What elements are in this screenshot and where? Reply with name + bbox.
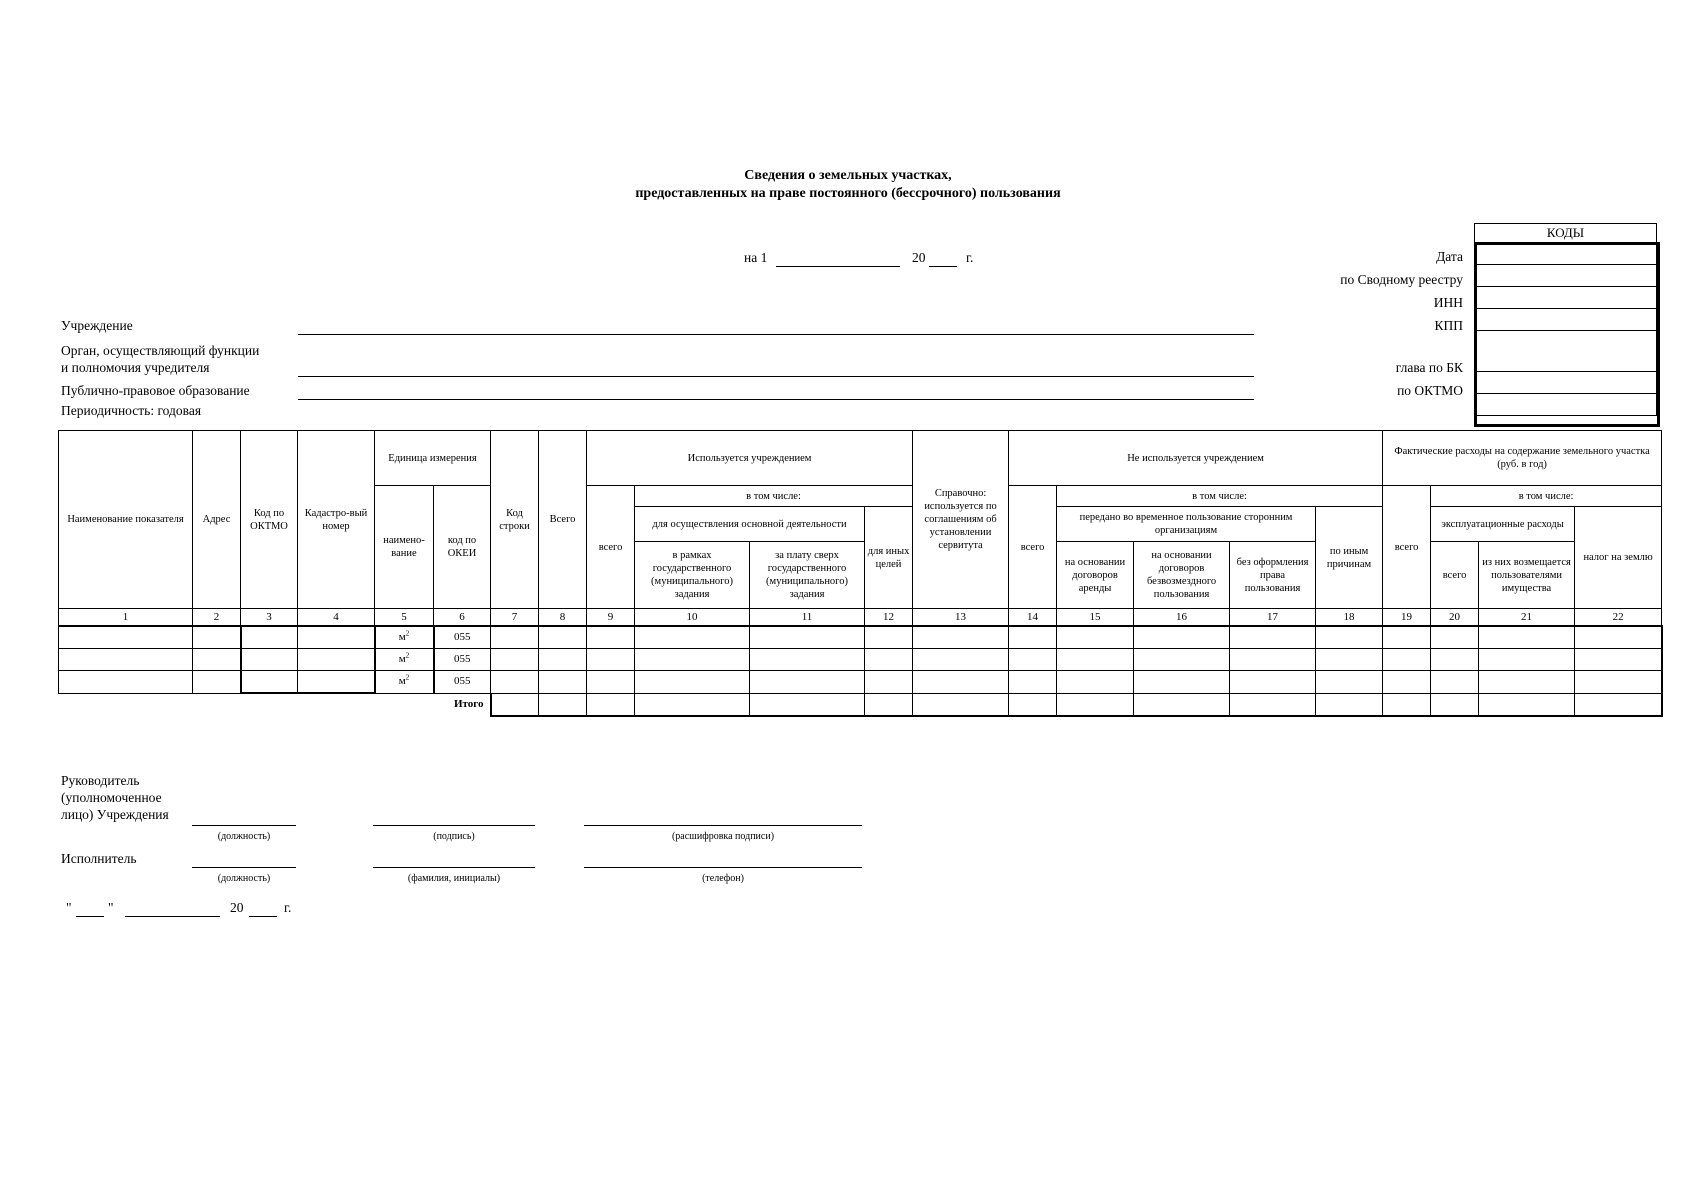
total-cell-col-8[interactable] bbox=[539, 693, 587, 716]
row-cell-col-12[interactable] bbox=[865, 649, 913, 671]
header-used-including: в том числе: bbox=[635, 486, 913, 507]
column-numbers-row bbox=[59, 609, 1662, 627]
row-cell-col-2[interactable] bbox=[193, 626, 241, 649]
date-year-suffix: г. bbox=[966, 250, 974, 265]
row-cell-col-4[interactable] bbox=[298, 626, 375, 649]
row-cell-col-4[interactable] bbox=[298, 649, 375, 671]
header-used: Используется учреждением bbox=[587, 431, 913, 486]
header-total: Всего bbox=[539, 431, 587, 609]
total-cell-col-15[interactable] bbox=[1057, 693, 1134, 716]
header-expenses: Фактические расходы на содержание земельного участка (руб. в год) bbox=[1383, 431, 1662, 486]
total-empty-cell bbox=[375, 693, 434, 716]
row-cell-col-20[interactable] bbox=[1431, 626, 1479, 649]
row-cell-col-10[interactable] bbox=[635, 671, 750, 694]
row-cell-col-8[interactable] bbox=[539, 649, 587, 671]
total-cell-col-18[interactable] bbox=[1316, 693, 1383, 716]
total-empty-cell bbox=[298, 693, 375, 716]
row-cell-col-21[interactable] bbox=[1479, 649, 1575, 671]
head-signature-field[interactable] bbox=[373, 825, 535, 826]
row-cell-col-9[interactable] bbox=[587, 626, 635, 649]
row-cell-col-15[interactable] bbox=[1057, 626, 1134, 649]
row-okei-code: 055 bbox=[434, 671, 491, 694]
column-number-8: 8 bbox=[539, 609, 587, 627]
row-cell-col-1[interactable] bbox=[59, 649, 193, 671]
codes-label-kpp: КПП bbox=[1434, 318, 1463, 333]
code-inn-cell[interactable] bbox=[1475, 287, 1657, 309]
header-used-total: всего bbox=[587, 486, 635, 609]
header-reimbursed: из них возмещается пользователями имущества bbox=[1479, 542, 1575, 609]
codes-label-date: Дата bbox=[1436, 249, 1463, 264]
date-year-prefix: 20 bbox=[912, 250, 926, 265]
total-cell-col-11[interactable] bbox=[750, 693, 865, 716]
periodicity-label: Периодичность: годовая bbox=[61, 403, 202, 418]
row-okei-code: 055 bbox=[434, 649, 491, 671]
row-cell-col-18[interactable] bbox=[1316, 671, 1383, 694]
row-cell-col-17[interactable] bbox=[1230, 649, 1316, 671]
unit-superscript: 2 bbox=[405, 651, 410, 660]
row-cell-col-15[interactable] bbox=[1057, 671, 1134, 694]
header-transferred: передано во временное пользование сторонним организациям bbox=[1057, 507, 1316, 542]
row-cell-col-13[interactable] bbox=[913, 626, 1009, 649]
executor-phone-field[interactable] bbox=[584, 867, 862, 868]
total-cell-col-13[interactable] bbox=[913, 693, 1009, 716]
header-name: Наименование показателя bbox=[59, 431, 193, 609]
head-signature-caption: (подпись) bbox=[433, 831, 475, 842]
header-not-used-including: в том числе: bbox=[1057, 486, 1383, 507]
sign-date-year-suffix: г. bbox=[284, 900, 292, 915]
header-oktmo: Код по ОКТМО bbox=[241, 431, 298, 609]
column-number-19: 19 bbox=[1383, 609, 1431, 627]
sign-date-month-field[interactable] bbox=[125, 916, 220, 917]
total-cell-col-20[interactable] bbox=[1431, 693, 1479, 716]
header-lease: на основании договоров аренды bbox=[1057, 542, 1134, 609]
row-okei-code: 055 bbox=[434, 626, 491, 649]
column-number-9: 9 bbox=[587, 609, 635, 627]
date-year-field[interactable] bbox=[929, 266, 957, 267]
row-unit-name bbox=[375, 649, 434, 671]
total-cell-col-9[interactable] bbox=[587, 693, 635, 716]
form-title-line-1: Сведения о земельных участках, bbox=[744, 168, 952, 183]
executor-position-field[interactable] bbox=[192, 867, 296, 868]
total-cell-col-17[interactable] bbox=[1230, 693, 1316, 716]
row-cell-col-13[interactable] bbox=[913, 649, 1009, 671]
header-expenses-including: в том числе: bbox=[1431, 486, 1662, 507]
header-cadastral: Кадастро-вый номер bbox=[298, 431, 375, 609]
head-position-field[interactable] bbox=[192, 825, 296, 826]
row-cell-col-16[interactable] bbox=[1134, 671, 1230, 694]
table-row bbox=[59, 626, 1662, 649]
head-label-line-2: (уполномоченное bbox=[61, 790, 162, 805]
row-cell-col-9[interactable] bbox=[587, 649, 635, 671]
row-cell-col-20[interactable] bbox=[1431, 671, 1479, 694]
row-unit-name bbox=[375, 626, 434, 649]
header-over-task: за плату сверх государственного (муниципального) задания bbox=[750, 542, 865, 609]
total-row bbox=[59, 693, 1662, 716]
total-cell-col-7[interactable] bbox=[491, 693, 539, 716]
row-cell-col-11[interactable] bbox=[750, 649, 865, 671]
column-number-17: 17 bbox=[1230, 609, 1316, 627]
unit-text: м bbox=[398, 653, 406, 665]
row-cell-col-18[interactable] bbox=[1316, 649, 1383, 671]
total-cell-col-19[interactable] bbox=[1383, 693, 1431, 716]
row-cell-col-16[interactable] bbox=[1134, 626, 1230, 649]
column-number-7: 7 bbox=[491, 609, 539, 627]
date-day-month-field[interactable] bbox=[776, 266, 900, 267]
header-servitude: Справочно: используется по соглашениям об установлении сервитута bbox=[913, 431, 1009, 609]
header-main-activity: для осуществления основной деятельности bbox=[635, 507, 865, 542]
total-empty-cell bbox=[241, 693, 298, 716]
row-cell-col-17[interactable] bbox=[1230, 626, 1316, 649]
column-number-22: 22 bbox=[1575, 609, 1662, 627]
column-number-4: 4 bbox=[298, 609, 375, 627]
row-cell-col-8[interactable] bbox=[539, 626, 587, 649]
head-label-line-3: лицо) Учреждения bbox=[61, 807, 169, 822]
column-number-10: 10 bbox=[635, 609, 750, 627]
column-number-12: 12 bbox=[865, 609, 913, 627]
header-address: Адрес bbox=[193, 431, 241, 609]
row-cell-col-16[interactable] bbox=[1134, 649, 1230, 671]
row-cell-col-4[interactable] bbox=[298, 671, 375, 694]
header-not-used: Не используется учреждением bbox=[1009, 431, 1383, 486]
row-cell-col-7[interactable] bbox=[491, 626, 539, 649]
row-cell-col-15[interactable] bbox=[1057, 649, 1134, 671]
row-cell-col-14[interactable] bbox=[1009, 649, 1057, 671]
total-cell-col-16[interactable] bbox=[1134, 693, 1230, 716]
row-cell-col-3[interactable] bbox=[241, 649, 298, 671]
executor-position-caption: (должность) bbox=[217, 873, 271, 884]
code-date-cell[interactable] bbox=[1475, 243, 1657, 265]
header-other-reasons: по иным причинам bbox=[1316, 507, 1383, 609]
public-entity-label: Публично-правовое образование bbox=[61, 383, 250, 398]
head-signature-decoding-caption: (расшифровка подписи) bbox=[671, 831, 775, 842]
unit-text: м bbox=[398, 631, 406, 643]
row-cell-col-10[interactable] bbox=[635, 649, 750, 671]
column-number-16: 16 bbox=[1134, 609, 1230, 627]
row-cell-col-21[interactable] bbox=[1479, 671, 1575, 694]
code-registry-cell[interactable] bbox=[1475, 265, 1657, 287]
row-cell-col-22[interactable] bbox=[1575, 671, 1662, 694]
row-cell-col-11[interactable] bbox=[750, 626, 865, 649]
code-kpp-cell[interactable] bbox=[1475, 309, 1657, 331]
total-cell-col-12[interactable] bbox=[865, 693, 913, 716]
header-not-used-total: всего bbox=[1009, 486, 1057, 609]
founder-label-line-2: и полномочия учредителя bbox=[61, 360, 210, 375]
row-cell-col-14[interactable] bbox=[1009, 626, 1057, 649]
column-number-2: 2 bbox=[193, 609, 241, 627]
header-unit-code: код по ОКЕИ bbox=[434, 486, 491, 609]
row-cell-col-11[interactable] bbox=[750, 671, 865, 694]
unit-superscript: 2 bbox=[405, 673, 410, 682]
column-number-13: 13 bbox=[913, 609, 1009, 627]
executor-name-caption: (фамилия, инициалы) bbox=[407, 873, 501, 884]
row-unit-name bbox=[375, 671, 434, 694]
column-number-18: 18 bbox=[1316, 609, 1383, 627]
code-extra-cell[interactable] bbox=[1475, 394, 1657, 416]
column-number-11: 11 bbox=[750, 609, 865, 627]
code-bk-cell[interactable] bbox=[1475, 331, 1657, 372]
sign-date-year-prefix: 20 bbox=[230, 900, 244, 915]
row-cell-col-14[interactable] bbox=[1009, 671, 1057, 694]
total-cell-col-22[interactable] bbox=[1575, 693, 1662, 716]
total-cell-col-21[interactable] bbox=[1479, 693, 1575, 716]
code-oktmo-cell[interactable] bbox=[1475, 372, 1657, 394]
row-cell-col-10[interactable] bbox=[635, 626, 750, 649]
column-number-6: 6 bbox=[434, 609, 491, 627]
row-cell-col-21[interactable] bbox=[1479, 626, 1575, 649]
row-cell-col-7[interactable] bbox=[491, 671, 539, 694]
public-entity-field[interactable] bbox=[298, 399, 1254, 400]
total-label: Итого bbox=[453, 698, 484, 710]
column-number-15: 15 bbox=[1057, 609, 1134, 627]
row-cell-col-19[interactable] bbox=[1383, 649, 1431, 671]
row-cell-col-12[interactable] bbox=[865, 626, 913, 649]
founder-field[interactable] bbox=[298, 376, 1254, 377]
header-land-tax: налог на землю bbox=[1575, 507, 1662, 609]
executor-phone-caption: (телефон) bbox=[702, 873, 744, 884]
row-cell-col-12[interactable] bbox=[865, 671, 913, 694]
row-cell-col-8[interactable] bbox=[539, 671, 587, 694]
unit-superscript: 2 bbox=[405, 629, 410, 638]
column-number-20: 20 bbox=[1431, 609, 1479, 627]
row-cell-col-2[interactable] bbox=[193, 671, 241, 694]
column-number-5: 5 bbox=[375, 609, 434, 627]
total-empty-cell bbox=[59, 693, 193, 716]
institution-label: Учреждение bbox=[61, 318, 133, 333]
row-cell-col-9[interactable] bbox=[587, 671, 635, 694]
header-expenses-total: всего bbox=[1383, 486, 1431, 609]
institution-field[interactable] bbox=[298, 334, 1254, 335]
row-cell-col-22[interactable] bbox=[1575, 649, 1662, 671]
sign-date-close-quote: " bbox=[108, 900, 114, 915]
row-cell-col-20[interactable] bbox=[1431, 649, 1479, 671]
row-cell-col-22[interactable] bbox=[1575, 626, 1662, 649]
column-number-14: 14 bbox=[1009, 609, 1057, 627]
sign-date-day-field[interactable] bbox=[76, 916, 104, 917]
codes-label-inn: ИНН bbox=[1433, 295, 1463, 310]
sign-date-year-field[interactable] bbox=[249, 916, 277, 917]
unit-text: м bbox=[398, 675, 406, 688]
head-position-caption: (должность) bbox=[217, 831, 271, 842]
land-plots-table bbox=[58, 430, 1663, 717]
head-signature-decoding-field[interactable] bbox=[584, 825, 862, 826]
row-cell-col-1[interactable] bbox=[59, 671, 193, 694]
row-cell-col-7[interactable] bbox=[491, 649, 539, 671]
row-cell-col-2[interactable] bbox=[193, 649, 241, 671]
header-unit: Единица измерения bbox=[375, 431, 491, 486]
head-label-line-1: Руководитель bbox=[61, 773, 140, 788]
codes-box bbox=[1474, 223, 1657, 416]
total-cell-col-10[interactable] bbox=[635, 693, 750, 716]
form-title-line-2: предоставленных на праве постоянного (бессрочного) пользования bbox=[635, 186, 1061, 201]
sign-date-open-quote: " bbox=[66, 900, 72, 915]
executor-label: Исполнитель bbox=[61, 851, 137, 866]
header-within-task: в рамках государственного (муниципального) задания bbox=[635, 542, 750, 609]
header-unit-name: наимено-вание bbox=[375, 486, 434, 609]
row-cell-col-13[interactable] bbox=[913, 671, 1009, 694]
row-cell-col-1[interactable] bbox=[59, 626, 193, 649]
row-cell-col-18[interactable] bbox=[1316, 626, 1383, 649]
header-free-use: на основании договоров безвозмездного пользования bbox=[1134, 542, 1230, 609]
header-row-code: Код строки bbox=[491, 431, 539, 609]
codes-label-registry: по Сводному реестру bbox=[1340, 272, 1463, 287]
executor-name-field[interactable] bbox=[373, 867, 535, 868]
row-cell-col-19[interactable] bbox=[1383, 671, 1431, 694]
header-other-purposes: для иных целей bbox=[865, 507, 913, 609]
row-cell-col-19[interactable] bbox=[1383, 626, 1431, 649]
header-operating: эксплуатационные расходы bbox=[1431, 507, 1575, 542]
row-cell-col-3[interactable] bbox=[241, 626, 298, 649]
column-number-1: 1 bbox=[59, 609, 193, 627]
date-prefix: на 1 bbox=[744, 250, 768, 265]
column-number-3: 3 bbox=[241, 609, 298, 627]
founder-label-line-1: Орган, осуществляющий функции bbox=[61, 343, 260, 358]
table-row bbox=[59, 671, 1662, 694]
total-empty-cell bbox=[193, 693, 241, 716]
header-no-right: без оформления права пользования bbox=[1230, 542, 1316, 609]
row-cell-col-3[interactable] bbox=[241, 671, 298, 694]
row-cell-col-17[interactable] bbox=[1230, 671, 1316, 694]
codes-label-oktmo: по ОКТМО bbox=[1397, 383, 1463, 398]
codes-header: КОДЫ bbox=[1475, 224, 1657, 243]
header-op-total: всего bbox=[1431, 542, 1479, 609]
total-cell-col-14[interactable] bbox=[1009, 693, 1057, 716]
column-number-21: 21 bbox=[1479, 609, 1575, 627]
codes-label-bk: глава по БК bbox=[1395, 360, 1463, 375]
table-row bbox=[59, 649, 1662, 671]
